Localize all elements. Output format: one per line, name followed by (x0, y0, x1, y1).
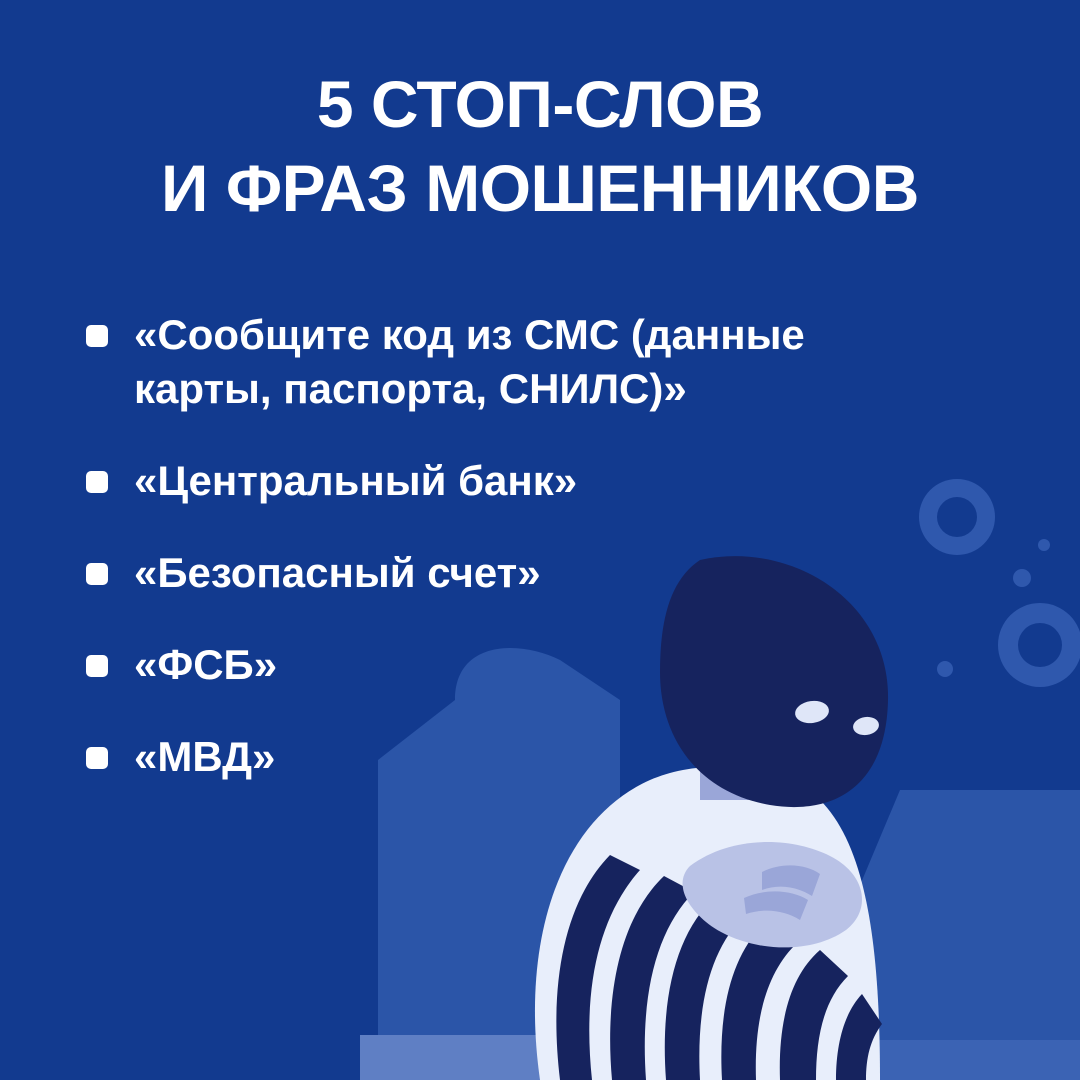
title-line-2: И ФРАЗ МОШЕННИКОВ (161, 151, 919, 225)
title-line-1: 5 СТОП-СЛОВ (316, 67, 764, 141)
list-item-label: «Безопасный счет» (134, 549, 541, 596)
square-bullet-icon (86, 655, 108, 677)
square-bullet-icon (86, 325, 108, 347)
stop-words-list (86, 308, 986, 822)
square-bullet-icon (86, 471, 108, 493)
list-item-label: «ФСБ» (134, 641, 278, 688)
list-item (86, 546, 986, 600)
list-item (86, 730, 986, 784)
list-item-label: «МВД» (134, 733, 276, 780)
list-item (86, 638, 986, 692)
list-item (86, 454, 986, 508)
poster-title (0, 62, 1080, 230)
square-bullet-icon (86, 747, 108, 769)
list-item (86, 308, 986, 416)
square-bullet-icon (86, 563, 108, 585)
list-item-label: «Центральный банк» (134, 457, 578, 504)
list-item-label: «Сообщите код из СМС (данные карты, паспорта, СНИЛС)» (134, 311, 805, 412)
